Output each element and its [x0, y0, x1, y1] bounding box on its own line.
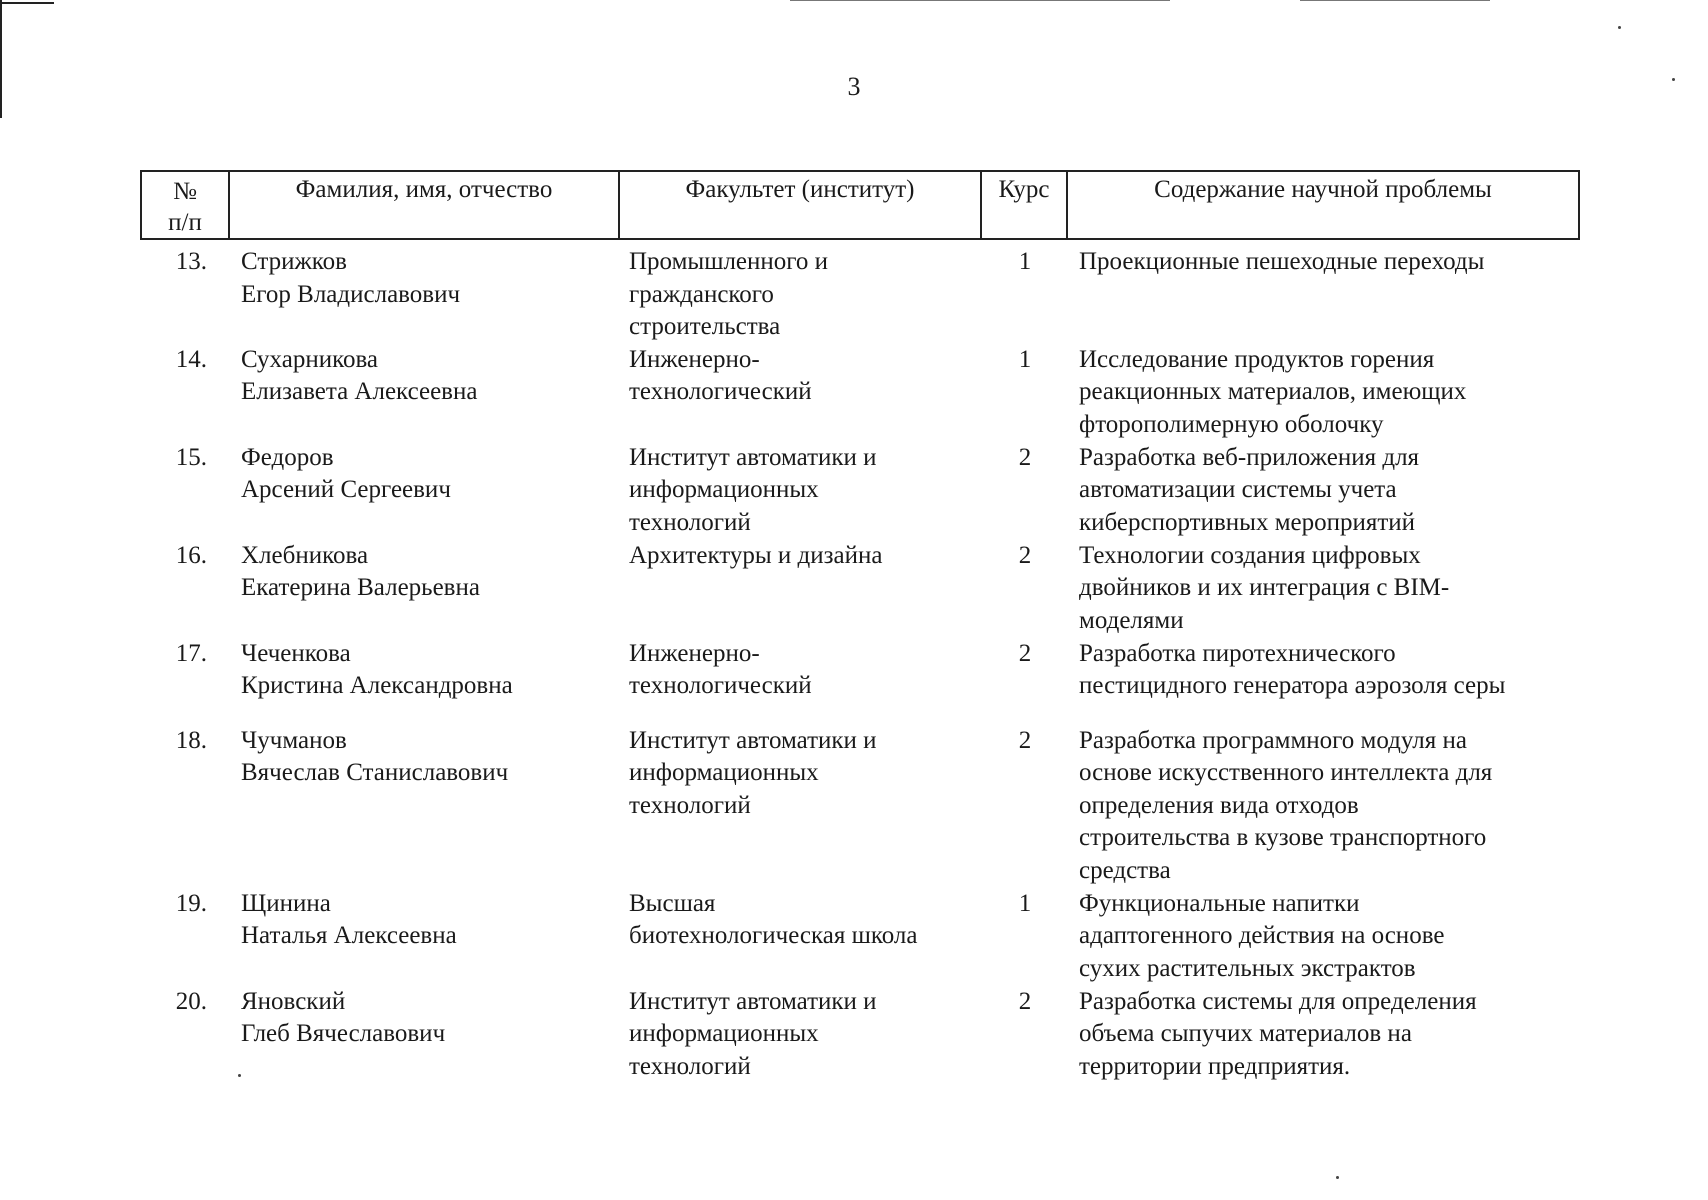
- student-name-line: Яновский: [241, 987, 346, 1015]
- problem-cell-line: основе искусственного интеллекта для: [1079, 759, 1493, 786]
- table-row: [141, 442, 1579, 540]
- problem-cell-line: автоматизации системы учета: [1079, 476, 1397, 503]
- problem-cell-line: реакционных материалов, имеющих: [1079, 378, 1467, 405]
- student-name-line: Федоров: [241, 443, 334, 471]
- student-name: [229, 344, 619, 442]
- student-name-line: Щинина: [241, 889, 331, 917]
- faculty-cell-line: Институт автоматики и: [629, 987, 877, 1015]
- header-problem: Содержание научной проблемы: [1067, 171, 1579, 239]
- course-cell: 2: [1018, 726, 1032, 754]
- student-name: [229, 442, 619, 540]
- course-cell: 1: [1018, 248, 1032, 275]
- header-number-abbrev: п/п: [168, 209, 202, 236]
- problem-cell-line: средства: [1079, 856, 1171, 884]
- header-number: [141, 171, 229, 239]
- header-course: Курс: [981, 171, 1067, 239]
- scan-edge-top-right: [1300, 0, 1490, 1]
- problem-cell: [1067, 442, 1579, 540]
- faculty-cell: [619, 239, 981, 344]
- header-faculty: Факультет (институт): [619, 171, 981, 239]
- problem-cell-line: Разработка программного модуля на: [1079, 726, 1467, 754]
- problem-cell-line: фторополимерную оболочку: [1079, 410, 1384, 438]
- faculty-cell-line: Институт автоматики и: [629, 443, 877, 471]
- course-cell: 2: [1018, 639, 1032, 667]
- problem-cell-line: объема сыпучих материалов на: [1079, 1020, 1412, 1047]
- problem-cell-line: моделями: [1079, 606, 1184, 634]
- problem-cell-line: территории предприятия.: [1079, 1052, 1351, 1080]
- faculty-cell-line: Высшая: [629, 889, 716, 917]
- faculty-cell-line: технологический: [629, 378, 812, 405]
- problem-cell-line: Разработка пиротехнического: [1079, 639, 1396, 667]
- problem-cell: [1067, 888, 1579, 986]
- faculty-cell: [619, 442, 981, 540]
- faculty-cell-line: технологий: [629, 508, 751, 536]
- problem-cell-line: Разработка веб-приложения для: [1079, 443, 1420, 471]
- student-name: [229, 986, 619, 1084]
- student-name: [229, 239, 619, 344]
- scan-speck: [1618, 26, 1621, 29]
- course-cell: 2: [1018, 443, 1032, 471]
- faculty-cell: [619, 638, 981, 725]
- student-name-line: Стрижков: [241, 248, 347, 275]
- participants-table-container: [140, 170, 1578, 1084]
- faculty-cell-line: технологический: [629, 672, 812, 699]
- problem-cell-line: Исследование продуктов горения: [1079, 345, 1435, 373]
- problem-cell: [1067, 239, 1579, 344]
- student-name-line: Чеченкова: [241, 639, 351, 667]
- table-row: [141, 239, 1579, 344]
- faculty-cell-line: Институт автоматики и: [629, 726, 877, 754]
- problem-cell: [1067, 638, 1579, 725]
- header-number-symbol: №: [173, 178, 197, 205]
- row-number: 16.: [175, 541, 207, 569]
- problem-cell-line: киберспортивных мероприятий: [1079, 508, 1416, 536]
- problem-cell-line: Проекционные пешеходные переходы: [1079, 248, 1485, 275]
- row-number: 18.: [175, 726, 207, 754]
- scan-edge-top-mid: [790, 0, 1170, 1]
- student-name: [229, 888, 619, 986]
- faculty-cell: [619, 725, 981, 888]
- student-name-line: Сухарникова: [241, 345, 379, 373]
- participants-table: [140, 170, 1580, 1084]
- faculty-cell-line: гражданского: [629, 280, 774, 308]
- student-name: [229, 725, 619, 888]
- table-body: [141, 239, 1579, 1084]
- faculty-cell: [619, 540, 981, 638]
- faculty-cell-line: информационных: [629, 1020, 819, 1047]
- student-name-line: Екатерина Валерьевна: [241, 574, 480, 601]
- problem-cell: [1067, 986, 1579, 1084]
- student-name-line: Чучманов: [241, 726, 347, 754]
- row-number: 20.: [175, 987, 207, 1015]
- problem-cell: [1067, 540, 1579, 638]
- problem-cell-line: определения вида отходов: [1079, 791, 1359, 819]
- problem-cell-line: пестицидного генератора аэрозоля серы: [1079, 672, 1506, 699]
- faculty-cell-line: биотехнологическая школа: [629, 922, 918, 949]
- problem-cell-line: двойников и их интеграция с BIM-: [1079, 574, 1450, 601]
- row-number: 17.: [175, 639, 207, 667]
- problem-cell-line: адаптогенного действия на основе: [1079, 922, 1445, 949]
- faculty-cell-line: информационных: [629, 759, 819, 786]
- faculty-cell: [619, 888, 981, 986]
- problem-cell-line: Разработка системы для определения: [1079, 987, 1477, 1015]
- problem-cell: [1067, 344, 1579, 442]
- student-name: [229, 540, 619, 638]
- faculty-cell-line: Инженерно-: [629, 639, 760, 667]
- course-cell: 1: [1018, 889, 1032, 917]
- faculty-cell-line: технологий: [629, 1052, 751, 1080]
- table-row: [141, 638, 1579, 725]
- row-number: 15.: [175, 443, 207, 471]
- faculty-cell-line: Архитектуры и дизайна: [629, 541, 883, 569]
- problem-cell-line: Функциональные напитки: [1079, 889, 1360, 917]
- table-row: [141, 888, 1579, 986]
- table-row: [141, 986, 1579, 1084]
- faculty-cell-line: строительства: [629, 313, 781, 340]
- student-name-line: Вячеслав Станиславович: [241, 759, 509, 786]
- student-name-line: Глеб Вячеславович: [241, 1020, 446, 1047]
- table-row: [141, 344, 1579, 442]
- problem-cell: [1067, 725, 1579, 888]
- course-cell: 1: [1018, 345, 1032, 373]
- student-name-line: Хлебникова: [241, 541, 369, 569]
- problem-cell-line: строительства в кузове транспортного: [1079, 824, 1487, 851]
- table-row: [141, 725, 1579, 888]
- student-name: [229, 638, 619, 725]
- problem-cell-line: сухих растительных экстрактов: [1079, 954, 1416, 982]
- faculty-cell-line: Промышленного и: [629, 248, 829, 275]
- scan-speck: [1336, 1176, 1339, 1179]
- course-cell: 2: [1018, 541, 1032, 569]
- table-header-row: [141, 171, 1579, 239]
- page-number: 3: [847, 72, 861, 101]
- student-name-line: Кристина Александровна: [241, 672, 513, 699]
- header-name: Фамилия, имя, отчество: [229, 171, 619, 239]
- student-name-line: Арсений Сергеевич: [241, 476, 451, 503]
- scan-edge-top-left: [0, 2, 54, 4]
- faculty-cell-line: технологий: [629, 791, 751, 819]
- faculty-cell-line: информационных: [629, 476, 819, 503]
- faculty-cell-line: Инженерно-: [629, 345, 760, 373]
- row-number: 13.: [175, 248, 207, 275]
- table-row: [141, 540, 1579, 638]
- course-cell: 2: [1018, 987, 1032, 1015]
- student-name-line: Егор Владиславович: [241, 280, 461, 308]
- faculty-cell: [619, 986, 981, 1084]
- student-name-line: Елизавета Алексеевна: [241, 378, 478, 405]
- row-number: 19.: [175, 889, 207, 917]
- student-name-line: Наталья Алексеевна: [241, 922, 457, 949]
- problem-cell-line: Технологии создания цифровых: [1079, 541, 1421, 569]
- faculty-cell: [619, 344, 981, 442]
- row-number: 14.: [175, 345, 207, 373]
